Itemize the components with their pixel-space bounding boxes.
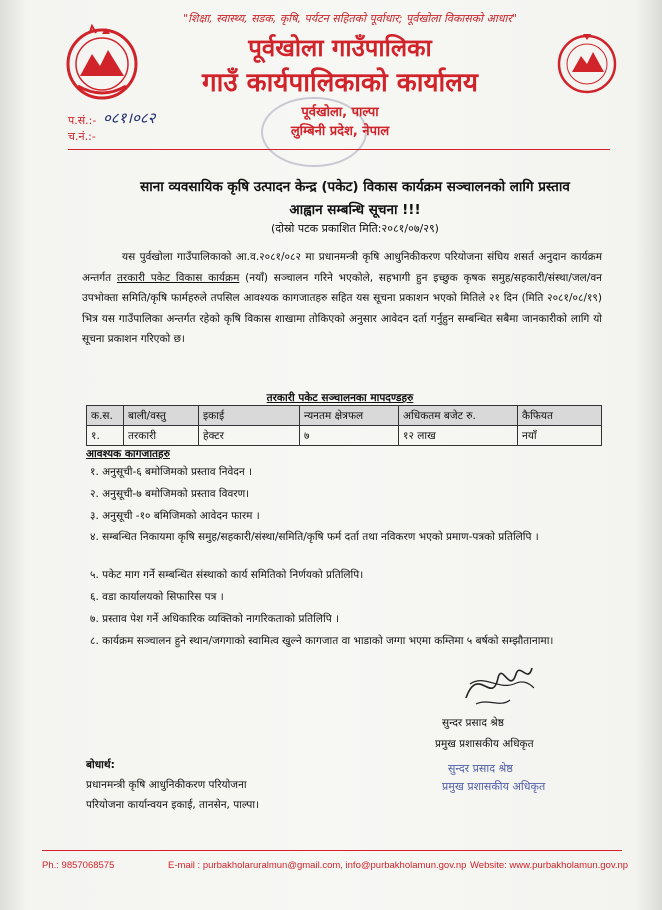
criteria-table-title: तरकारी पकेट सञ्चालनका मापदण्डहरु xyxy=(266,392,414,404)
address-line-2: लुम्बिनी प्रदेश, नेपाल xyxy=(290,124,390,139)
body-text-2: (नयाँ) सञ्चालन गरिने भएकोले, सहभागी हुन इच्छुक कृषक समुह/सहकारी/संस्था/जल/वन उपभोक्ता समिति/कृषि फार्महरुले तपसिल आवश्यक कागजातहरु सहित यस सूचना प्रकाशन भएको मितिले २१ दिन (मिति २०८१/०८/१९) भित्र यस गाउँपालिका अन्तर्गत रहेको कृषि विकास शाखामा तोकिएको अनुसार आवेदन दर्ता गर्नुहुन सम्बन्धित सबैमा जानकारीको लागि यो सूचना प्रकाशन गरिएको छ। xyxy=(82,271,602,345)
table-header-cell: बाली/वस्तु xyxy=(124,406,199,426)
footer-phone: Ph.: 9857068575 xyxy=(42,860,115,871)
cc-title: बोधार्थ: xyxy=(86,759,115,771)
document-item: ३. अनुसूची -१० बमिजिमको आवेदन फारम । xyxy=(90,510,260,522)
document-item: ५. पकेट माग गर्ने सम्बन्धित संस्थाको कार्य समितिको निर्णयको प्रतिलिपि। xyxy=(90,569,364,581)
table-cell: १. xyxy=(87,426,124,446)
table-cell: नयाँ xyxy=(518,426,602,446)
cc-line: परियोजना कार्यान्वयन इकाई, तानसेन, पाल्पा। xyxy=(86,799,260,811)
handwritten-signature xyxy=(458,654,538,712)
body-text-1: यस पुर्वखोला गाउँपालिकाको आ.व.२०८१/०८२ मा प्रधानमन्त्री कृषि आधुनिकीकरण परियोजना संघिय शसर्त अनुदान कार्यक्रम अन्तर्गत xyxy=(82,251,602,284)
table-cell: १२ लाख xyxy=(399,426,518,446)
table-header-cell: न्यनतम क्षेत्रफल xyxy=(300,406,399,426)
signatory-name: सुन्दर प्रसाद श्रेष्ठ xyxy=(442,717,504,729)
header-divider xyxy=(68,149,610,150)
designation-stamp: प्रमुख प्रशासकीय अधिकृत xyxy=(442,780,546,793)
footer-divider xyxy=(42,850,622,851)
letter-number-value: ०८१।०८२ xyxy=(103,109,156,127)
notice-subject-line-1: साना व्यवसायिक कृषि उत्पादन केन्द्र (पकेट) विकास कार्यक्रम सञ्चालनको लागि प्रस्ताव xyxy=(140,179,570,195)
government-emblem-left xyxy=(66,24,138,106)
motto: "शिक्षा, स्वास्थ्य, सडक, कृषि, पर्यटन सहितको पूर्वाधार; पूर्वखोला विकासको आधार" xyxy=(183,12,517,25)
dispatch-number-label: च.नं.:- xyxy=(68,130,96,143)
document-item: ८. कार्यक्रम सञ्चालन हुने स्थान/जगगाको स्वामित्व खुल्ने कागजात वा भाडाको जग्गा भएमा कम्तिमा ५ बर्षको सम्झौतानामा। xyxy=(90,635,554,647)
table-header-row xyxy=(87,406,602,426)
table-header-cell: कैफियत xyxy=(518,406,602,426)
municipality-name: पूर्वखोला गाउँपालिका xyxy=(248,34,432,62)
table-row xyxy=(87,426,602,446)
notice-subject-line-2: आह्वान सम्बन्धि सूचना !!! xyxy=(289,202,421,218)
table-cell: ७ xyxy=(300,426,399,446)
table-header-cell: क.स. xyxy=(87,406,124,426)
document-item: ४. सम्बन्धित निकायमा कृषि समुह/सहकारी/संस्था/समिति/कृषि फर्म दर्ता तथा नविकरण भएको प्रमाण-पत्रको प्रतिलिपि । xyxy=(90,531,539,543)
documents-title: आवश्यक कागजातहरु xyxy=(86,448,170,460)
table-header-cell: इकाई xyxy=(199,406,300,426)
signatory-designation: प्रमुख प्रशासकीय अधिकृत xyxy=(435,738,534,750)
footer-email: E-mail : purbakholaruralmun@gmail.com, info@purbakholamun.gov.np xyxy=(168,860,467,871)
document-item: ७. प्रस्ताव पेश गर्ने अधिकारिक व्यक्तिको नागरिकताको प्रतिलिपि । xyxy=(90,613,340,625)
publication-note: (दोस्रो पटक प्रकाशित मिति:२०८१/०७/२९) xyxy=(271,222,439,235)
table-cell: तरकारी xyxy=(124,426,199,446)
notice-body xyxy=(82,247,602,350)
table-cell: हेक्टर xyxy=(199,426,300,446)
table-header-cell: अधिकतम बजेट रु. xyxy=(399,406,518,426)
document-item: १. अनुसूची-६ बमोजिमको प्रस्ताव निवेदन । xyxy=(90,466,253,478)
body-program-name: तरकारी पकेट विकास कार्यक्रम xyxy=(116,271,240,284)
cc-line: प्रधानमन्त्री कृषि आधुनिकीकरण परियोजना xyxy=(86,779,247,791)
criteria-table xyxy=(86,405,602,446)
letter-number-label: प.सं.:- xyxy=(68,114,97,127)
footer-website: Website: www.purbakholamun.gov.np xyxy=(470,860,629,871)
office-name: गाउँ कार्यपालिकाको कार्यालय xyxy=(202,68,478,98)
name-stamp: सुन्दर प्रसाद श्रेष्ठ xyxy=(448,762,513,775)
document-item: २. अनुसूची-७ बमोजिमको प्रस्ताव विवरण। xyxy=(90,488,250,500)
address-line-1: पूर्वखोला, पाल्पा xyxy=(301,105,379,120)
document-item: ६. वडा कार्यालयको सिफारिस पत्र । xyxy=(90,591,224,603)
municipality-logo-right xyxy=(556,30,618,100)
